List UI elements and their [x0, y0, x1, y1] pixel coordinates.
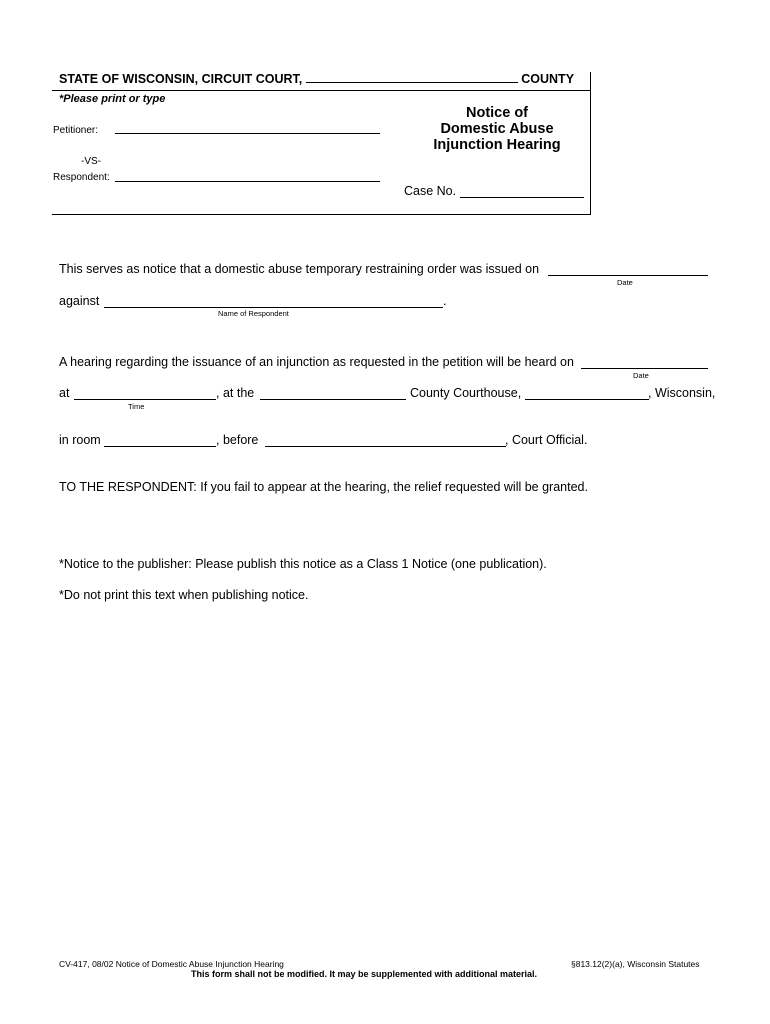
hearing-time-field[interactable]: [74, 386, 216, 400]
petitioner-field[interactable]: [115, 121, 380, 134]
in-room-label: in room: [59, 433, 101, 447]
footer-statute: §813.12(2)(a), Wisconsin Statutes: [571, 959, 700, 969]
caption-box-right-rule: [590, 72, 591, 214]
court-official-label: , Court Official.: [505, 433, 588, 447]
tro-date-field[interactable]: [548, 262, 708, 276]
caption-box-top-rule: [52, 90, 591, 91]
case-no-field[interactable]: [460, 184, 584, 198]
before-label: , before: [216, 433, 259, 447]
against-period: .: [443, 294, 447, 308]
at-label: at: [59, 386, 70, 400]
respondent-name-caption: Name of Respondent: [218, 309, 289, 318]
respondent-label: Respondent:: [53, 172, 110, 183]
footer-modification-note: This form shall not be modified. It may be supplemented with additional material.: [191, 969, 538, 979]
wisconsin-label: , Wisconsin,: [648, 386, 716, 400]
print-note: *Please print or type: [59, 93, 166, 105]
title-line-3: Injunction Hearing: [433, 137, 561, 153]
publisher-note: *Notice to the publisher: Please publish this notice as a Class 1 Notice (one publication).: [59, 557, 547, 571]
city-field[interactable]: [525, 386, 649, 400]
hearing-time-caption: Time: [128, 402, 145, 411]
at-the-label: , at the: [216, 386, 255, 400]
form-title: [418, 105, 576, 153]
respondent-warning: TO THE RESPONDENT: If you fail to appear at the hearing, the relief requested will be granted.: [59, 480, 588, 494]
against-label: against: [59, 294, 100, 308]
hearing-sentence: A hearing regarding the issuance of an injunction as requested in the petition will be heard on: [59, 355, 574, 369]
notice-sentence: This serves as notice that a domestic abuse temporary restraining order was issued on: [59, 262, 540, 276]
courthouse-label: County Courthouse,: [410, 386, 522, 400]
case-no-label: Case No.: [404, 184, 457, 198]
vs-label: -VS-: [81, 156, 101, 167]
county-name-field[interactable]: [306, 72, 518, 83]
title-line-2: Domestic Abuse: [440, 121, 554, 137]
court-header: [59, 72, 574, 86]
petitioner-label: Petitioner:: [53, 125, 99, 136]
tro-date-caption: Date: [617, 278, 633, 287]
county-label: COUNTY: [521, 72, 575, 86]
do-not-print-note: *Do not print this text when publishing notice.: [59, 588, 309, 602]
court-official-field[interactable]: [265, 433, 506, 447]
respondent-field[interactable]: [115, 169, 380, 182]
caption-box-bottom-rule: [52, 214, 591, 215]
hearing-date-caption: Date: [633, 371, 649, 380]
title-line-1: Notice of: [465, 105, 529, 121]
court-prefix: STATE OF WISCONSIN, CIRCUIT COURT,: [59, 72, 303, 86]
hearing-date-field[interactable]: [581, 355, 708, 369]
room-field[interactable]: [104, 433, 216, 447]
county-courthouse-field[interactable]: [260, 386, 406, 400]
respondent-name-field[interactable]: [104, 294, 443, 308]
footer-form-id: CV-417, 08/02 Notice of Domestic Abuse Injunction Hearing: [59, 959, 284, 969]
